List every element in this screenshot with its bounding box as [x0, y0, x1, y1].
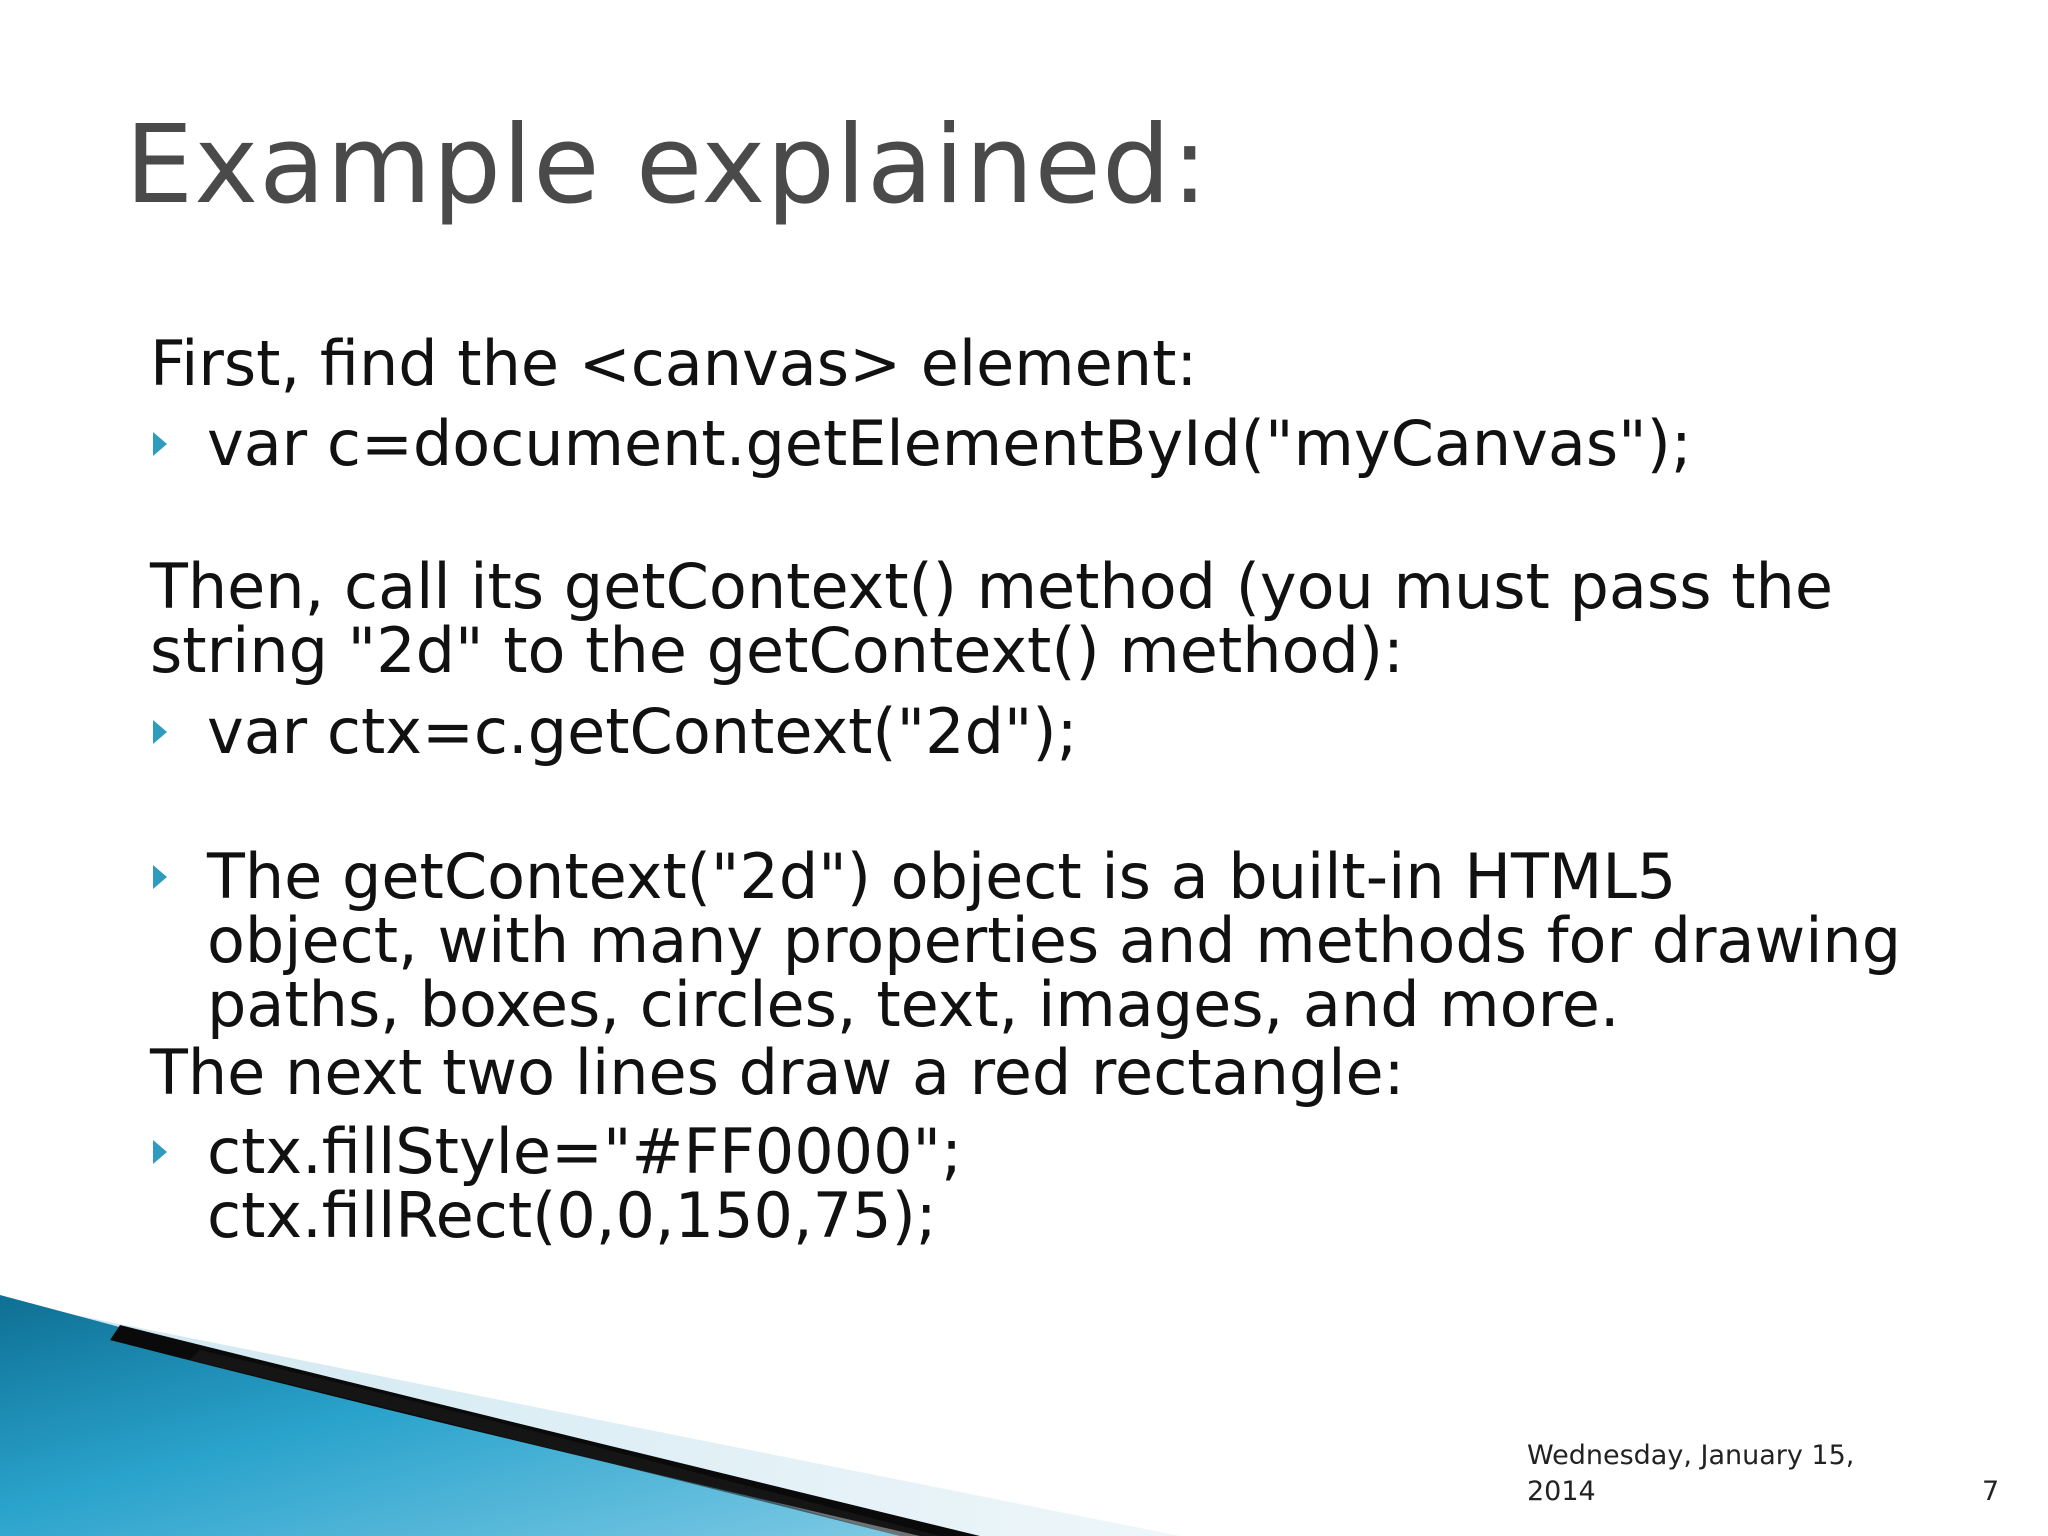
bullet-arrow-icon [153, 432, 167, 456]
teal-wedge-shape [0, 1295, 900, 1536]
bullet-arrow-icon [153, 865, 167, 889]
pale-band-shape [0, 1300, 1180, 1536]
footer-date: Wednesday, January 15, 2014 [1527, 1440, 1855, 1507]
call-line-1-text: Then, call its getContext() method (you must pass the [150, 550, 1833, 623]
call-line-2-text: string "2d" to the getContext() method): [150, 614, 1404, 687]
bullet-arrow-icon [153, 1140, 167, 1164]
object-line-2-text: object, with many properties and methods for drawing [207, 904, 1902, 977]
call-code-text: var ctx=c.getContext("2d"); [207, 695, 1078, 768]
slide-title: Example explained: [125, 103, 1209, 228]
black-stripe-shape [110, 1325, 980, 1536]
object-line-1-text: The getContext("2d") object is a built-in HTML5 [207, 840, 1677, 913]
bullet-arrow-icon [153, 720, 167, 744]
dark-shadow-shape [190, 1350, 940, 1536]
find-intro-text: First, find the <canvas> element: [150, 327, 1198, 400]
slide-number: 7 [1982, 1476, 2000, 1507]
rect-intro-text: The next two lines draw a red rectangle: [150, 1036, 1405, 1109]
find-code-text: var c=document.getElementById("myCanvas"); [207, 407, 1692, 480]
rect-code-1-text: ctx.fillStyle="#FF0000"; [207, 1115, 962, 1188]
object-line-3-text: paths, boxes, circles, text, images, and more. [207, 968, 1620, 1041]
rect-code-2-text: ctx.fillRect(0,0,150,75); [207, 1179, 937, 1252]
